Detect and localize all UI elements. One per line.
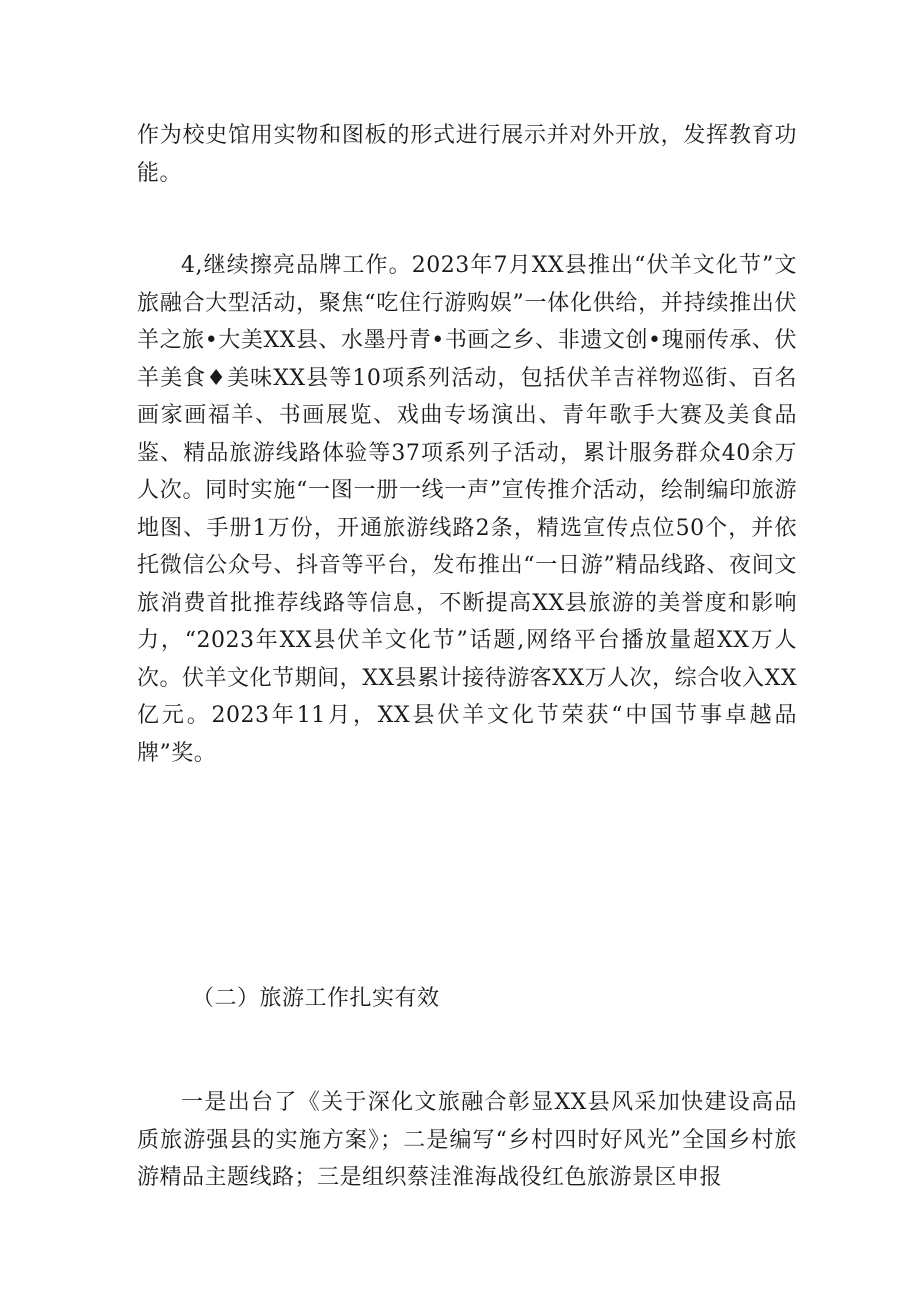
paragraph-brand-work: 4,继续擦亮品牌工作。2023年7月XX县推出“伏羊文化节”文旅融合大型活动，聚焦“吃住行游购娱”一体化供给，并持续推出伏羊之旅•大美XX县、水墨丹青•书画之乡、非遗文创•瑰丽传承、伏羊美食♦美味XX县等10项系列活动，包括伏羊吉祥物巡街、百名画家画福羊、书画展览、戏曲专场演出、青年歌手大赛及美食品鉴、精品旅游线路体验等37项系列子活动，累计服务群众40余万人次。同时实施“一图一册一线一声”宣传推介活动，绘制编印旅游地图、手册1万份，开通旅游线路2条，精选宣传点位50个，并依托微信公众号、抖音等平台，发布推出“一日游”精品线路、夜间文旅消费首批推荐线路等信息，不断提高XX县旅游的美誉度和影响力，“2023年XX县伏羊文化节”话题,网络平台播放量超XX万人次。伏羊文化节期间，XX县累计接待游客XX万人次，综合收入XX亿元。2023年11月，XX县伏羊文化节荣获“中国节事卓越品牌”奖。: [137, 253, 797, 766]
section-heading: （二）旅游工作扎实有效: [192, 986, 440, 1011]
paragraph-continuation: 作为校史馆用实物和图板的形式进行展示并对外开放，发挥教育功能。: [137, 123, 797, 186]
paragraph-tourism-work: 一是出台了《关于深化文旅融合彰显XX县风采加快建设高品质旅游强县的实施方案》；二是编写“乡村四时好风光”全国乡村旅游精品主题线路；三是组织蔡洼淮海战役红色旅游景区申报: [137, 1090, 797, 1190]
